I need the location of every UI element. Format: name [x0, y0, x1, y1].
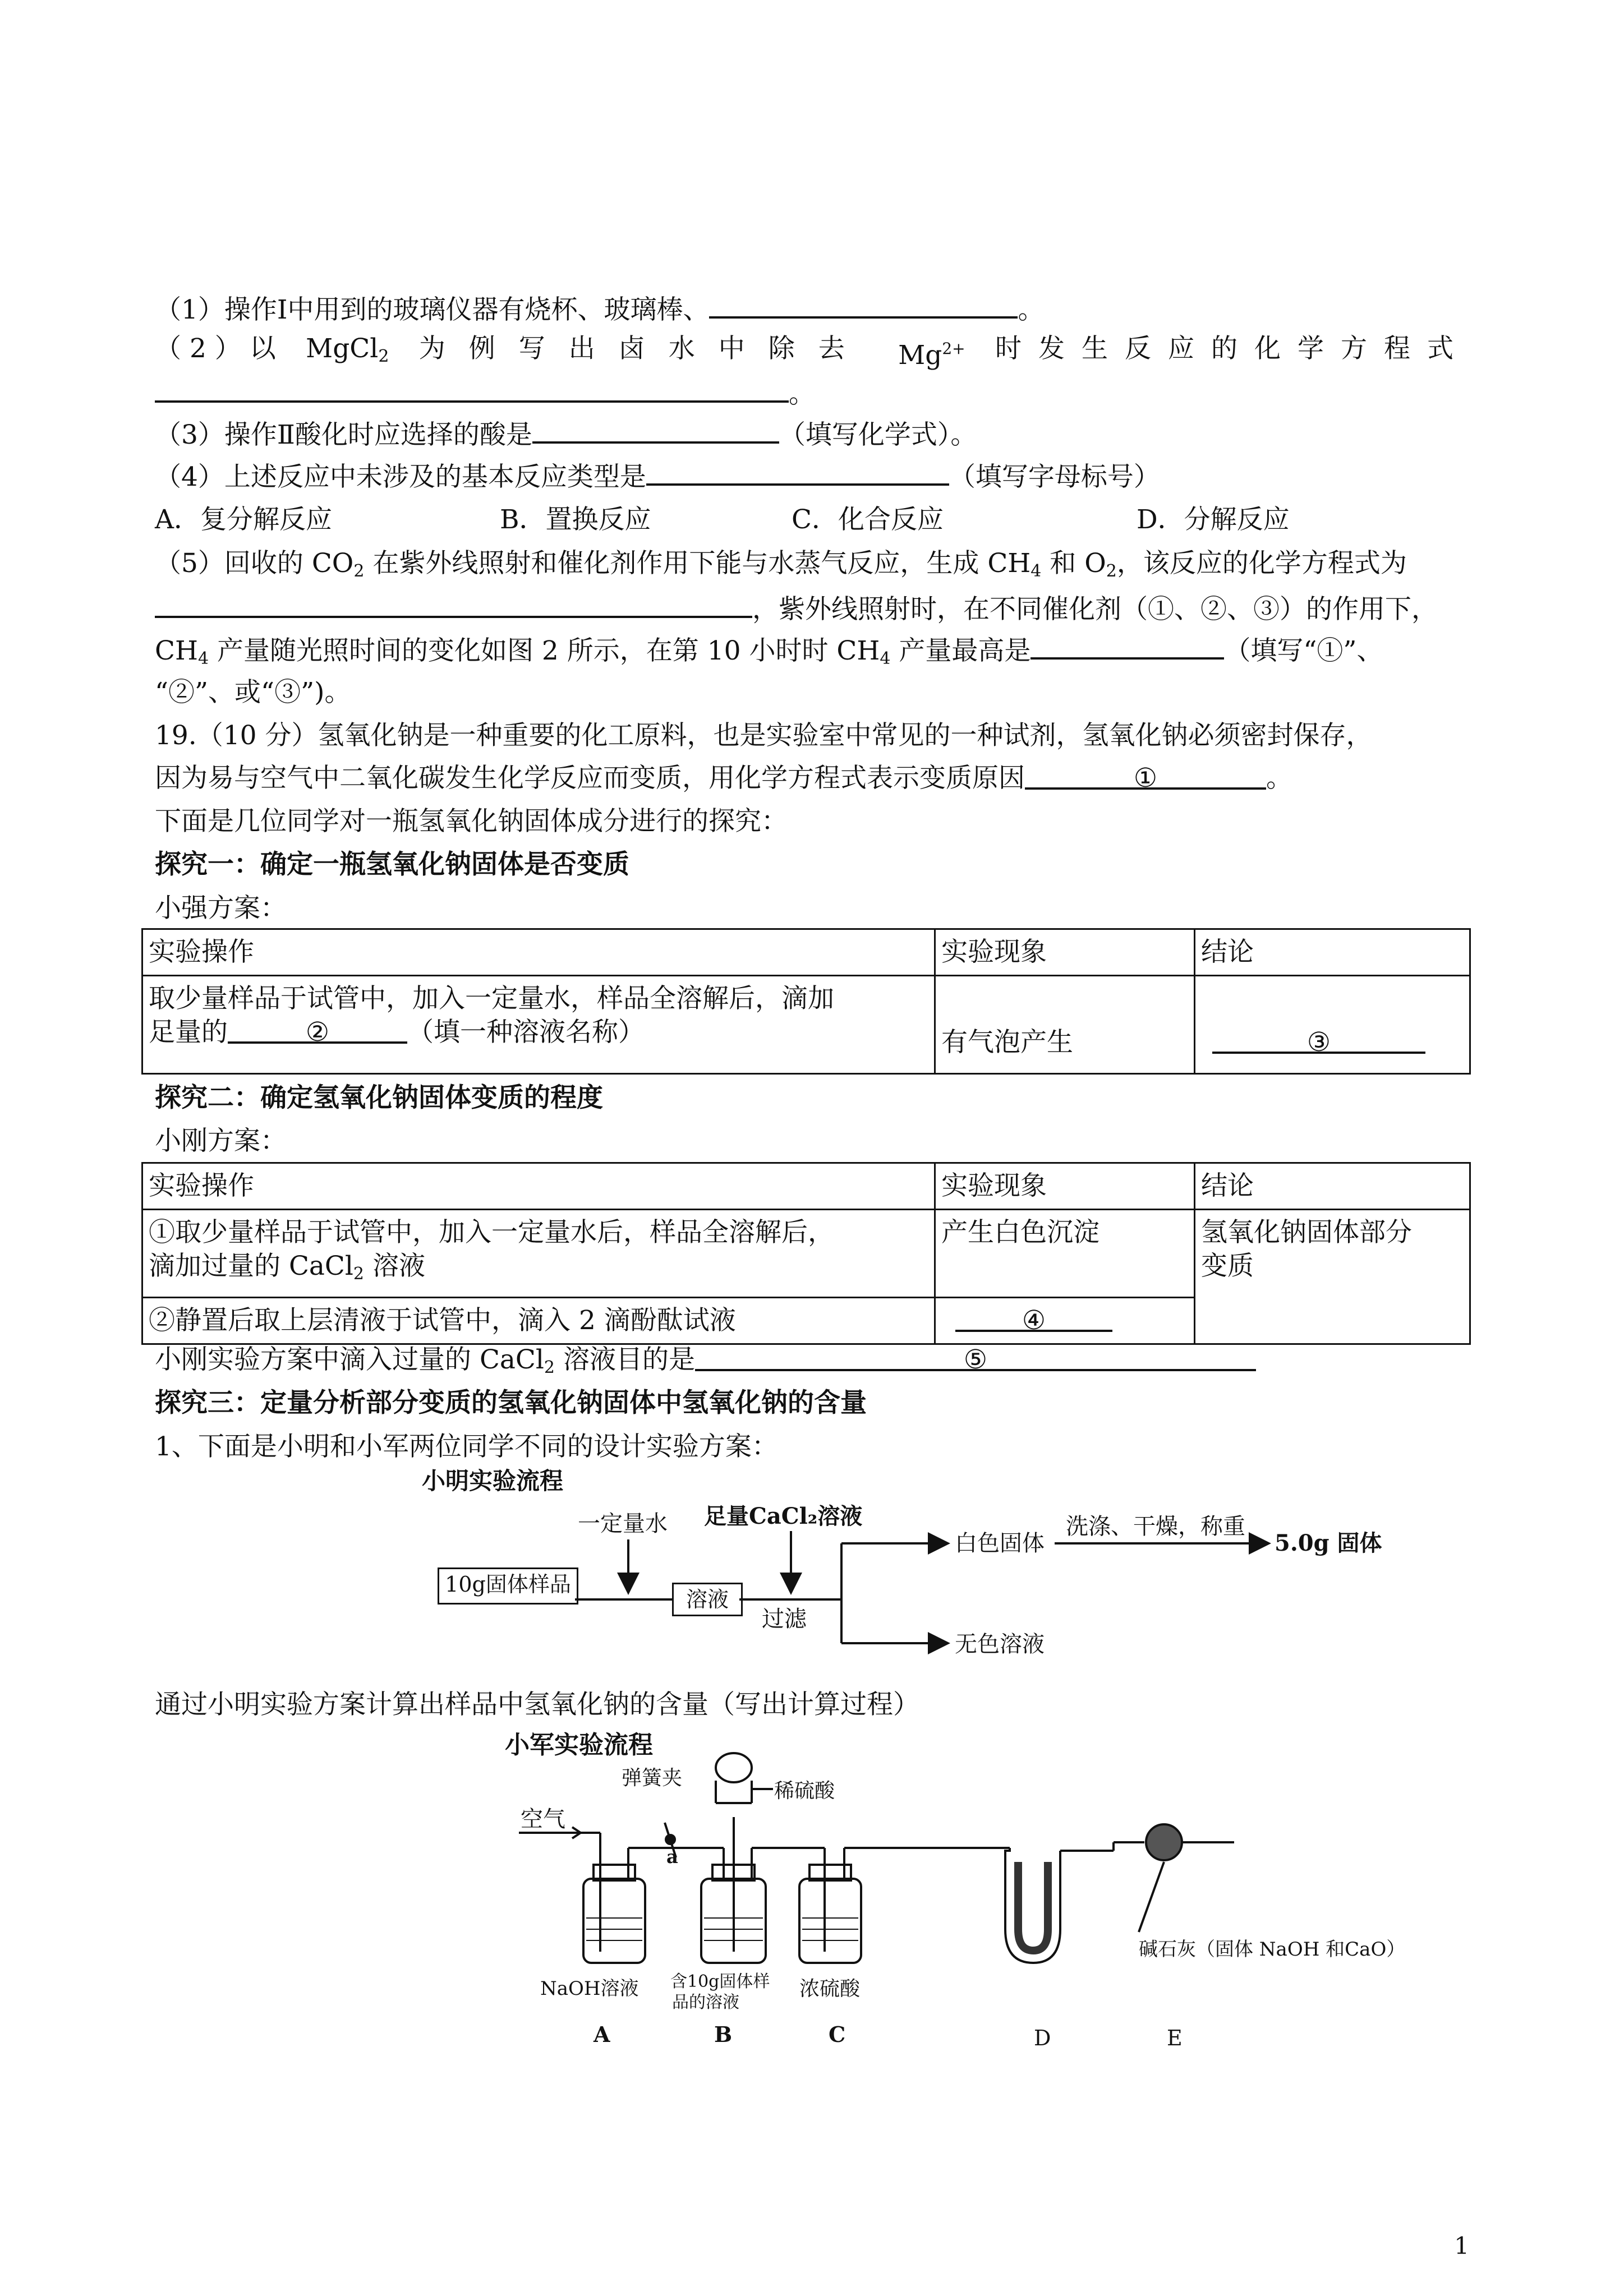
q18-p5-f3: 产量最高是: [890, 635, 1031, 666]
formula-text: MgCl: [306, 333, 379, 364]
option-b[interactable]: B．置换反应: [500, 504, 651, 535]
option-d[interactable]: D．分解反应: [1137, 504, 1290, 535]
conclusion-line-1: 氢氧化钠固体部分: [1201, 1217, 1412, 1248]
blank-number: ③: [1306, 1027, 1331, 1058]
ion-superscript: 2+: [942, 339, 965, 358]
option-c[interactable]: C．化合反应: [792, 504, 944, 535]
exp3-line-1-text: 1、下面是小明和小军两位同学不同的设计实验方案：: [155, 1431, 778, 1462]
table-header-cell: 结论: [1195, 929, 1470, 976]
jun-flow-title: 小军实验流程: [505, 1731, 653, 1759]
q18-p5-d: ，该反应的化学方程式为: [1116, 548, 1407, 579]
q19-intro-2: 因为易与空气中二氧化碳发生化学反应而变质，用化学方程式表示变质原因: [155, 763, 1025, 794]
exp2-title-text: 探究二：确定氢氧化钠固体变质的程度: [155, 1082, 603, 1113]
table-header-cell: 实验操作: [142, 1163, 935, 1210]
q18-p2-a: （ 2 ） 以: [155, 333, 276, 364]
q18-p5-f2: 产量随光照时间的变化如图 2 所示，在第 10 小时时 CH: [209, 635, 880, 666]
label-E: E: [1167, 2026, 1183, 2050]
formula-subscript: 2: [378, 347, 389, 366]
q19-intro-3: 下面是几位同学对一瓶氢氧化钠固体成分进行的探究：: [155, 806, 788, 837]
q18-p4-text: （4）上述反应中未涉及的基本反应类型是: [155, 462, 646, 492]
drying-tube-e: [1146, 1824, 1182, 1860]
valve-a-label: a: [666, 1846, 678, 1868]
q18-p2-end: 。: [789, 379, 815, 409]
operation-line-1: 取少量样品于试管中，加入一定量水，样品全溶解后，滴加: [149, 983, 834, 1014]
operation-text: ②静置后取上层清液于试管中，滴入 2 滴酚酞试液: [149, 1305, 736, 1336]
ion-text: Mg: [898, 340, 942, 371]
soda-lime-label: 碱石灰（固体 NaOH 和CaO）: [1139, 1938, 1406, 1961]
conclusion-line-2: 变质: [1201, 1251, 1254, 1281]
ming-flow-title: 小明实验流程: [422, 1467, 564, 1495]
acid-label: 稀硫酸: [774, 1779, 835, 1802]
sample-box: 10g固体样品: [438, 1567, 578, 1605]
wash-dry-weigh-label: 洗涤、干燥，称重: [1066, 1514, 1245, 1539]
operation-line-1: ①取少量样品于试管中，加入一定量水后，样品全溶解后，: [149, 1217, 834, 1248]
operation-hint: （填一种溶液名称）: [407, 1017, 645, 1048]
q18-p2-c: 时发生反应的化学方程式: [995, 333, 1470, 364]
dropping-funnel: [716, 1753, 752, 1782]
u-tube-d-fill: [1018, 1862, 1048, 1951]
blank-number: ⑤: [963, 1344, 988, 1375]
bottle-a-label: NaOH溶液: [540, 1977, 639, 2000]
q18-p1-end: 。: [1018, 294, 1045, 325]
bottle-b-label-2: 品的溶液: [672, 1993, 739, 2012]
cacl2-label: 足量CaCl₂溶液: [704, 1503, 863, 1529]
calc-line-text: 通过小明实验方案计算出样品中氢氧化钠的含量（写出计算过程）: [155, 1689, 919, 1720]
label-B: B: [714, 2022, 733, 2047]
white-solid-label: 白色固体: [955, 1530, 1045, 1556]
q18-p5-b: 在紫外线照射和催化剂作用下能与水蒸气反应，生成 CH: [364, 548, 1031, 579]
q18-p5-e: ，紫外线照射时，在不同催化剂（①、②、③）的作用下，: [752, 594, 1438, 625]
exp3-title-text: 探究三：定量分析部分变质的氢氧化钠固体中氢氧化钠的含量: [155, 1387, 867, 1418]
clip-label: 弹簧夹: [622, 1767, 683, 1790]
label-A: A: [594, 2022, 610, 2047]
q18-p5-c: 和 O: [1041, 548, 1106, 579]
bottle-a: [583, 1879, 645, 1963]
operation-text-end: 溶液: [364, 1251, 425, 1281]
bottle-b-label-1: 含10g固体样: [670, 1972, 770, 1991]
blank-number: ④: [1022, 1305, 1046, 1336]
air-label: 空气: [521, 1806, 565, 1832]
q18-p4-end: （填写字母标号）: [949, 462, 1160, 492]
bottle-c-label: 浓硫酸: [799, 1977, 861, 2000]
filter-label: 过滤: [762, 1606, 807, 1632]
subscript: 2: [544, 1358, 555, 1377]
label-C: C: [829, 2022, 846, 2047]
exp2-plan-text: 小刚方案：: [155, 1126, 287, 1156]
exp2-after-text: 小刚实验方案中滴入过量的 CaCl: [155, 1344, 544, 1375]
water-label: 一定量水: [578, 1511, 668, 1537]
q18-p3-end: （填写化学式）。: [779, 419, 977, 450]
label-D: D: [1034, 2026, 1051, 2050]
result-mass-label: 5.0g 固体: [1275, 1530, 1382, 1556]
exp2-after-text-b: 溶液目的是: [555, 1344, 695, 1375]
phenomenon-text: 产生白色沉淀: [941, 1217, 1099, 1248]
blank-number: ①: [1133, 763, 1158, 794]
operation-text: 滴加过量的 CaCl: [149, 1251, 353, 1281]
solution-box: 溶液: [672, 1583, 743, 1616]
table-header-cell: 实验现象: [935, 929, 1195, 976]
q18-p5-g: “②”、或“③”)。: [155, 677, 351, 708]
colorless-solution-label: 无色溶液: [955, 1631, 1045, 1657]
table-header-cell: 实验操作: [142, 929, 935, 976]
q19-intro-1: 19.（10 分）氢氧化钠是一种重要的化工原料，也是实验室中常见的一种试剂，氢氧化钠必须密封保存，: [155, 720, 1373, 751]
subscript: 4: [880, 649, 891, 668]
subscript: 4: [197, 649, 209, 668]
exp1-plan-text: 小强方案：: [155, 893, 287, 924]
exp1-title-text: 探究一：确定一瓶氢氧化钠固体是否变质: [155, 849, 629, 880]
bottle-c: [799, 1879, 861, 1963]
blank-number: ②: [305, 1017, 330, 1048]
subscript: 2: [1106, 561, 1117, 581]
q18-p3-text: （3）操作Ⅱ酸化时应选择的酸是: [155, 419, 532, 450]
subscript: 2: [353, 561, 365, 581]
u-tube-d: [1005, 1848, 1060, 1963]
q18-p1-text: （1）操作Ⅰ中用到的玻璃仪器有烧杯、玻璃棒、: [155, 294, 710, 325]
q19-intro-2-end: 。: [1266, 763, 1292, 794]
q18-p5-a: （5）回收的 CO: [155, 548, 354, 579]
page-number: 1: [1454, 2232, 1469, 2260]
operation-text: 足量的: [149, 1017, 228, 1048]
q18-p5-f4: （填写“①”、: [1224, 635, 1383, 666]
q18-p5-f1: CH: [155, 635, 198, 666]
q18-p2-b: 为例写出卤水中除去: [418, 333, 868, 364]
phenomenon-text: 有气泡产生: [941, 1027, 1073, 1058]
table-header-cell: 结论: [1195, 1163, 1470, 1210]
table-header-cell: 实验现象: [935, 1163, 1195, 1210]
subscript: 4: [1030, 561, 1042, 581]
subscript: 2: [353, 1264, 365, 1284]
option-a[interactable]: A．复分解反应: [155, 504, 332, 535]
